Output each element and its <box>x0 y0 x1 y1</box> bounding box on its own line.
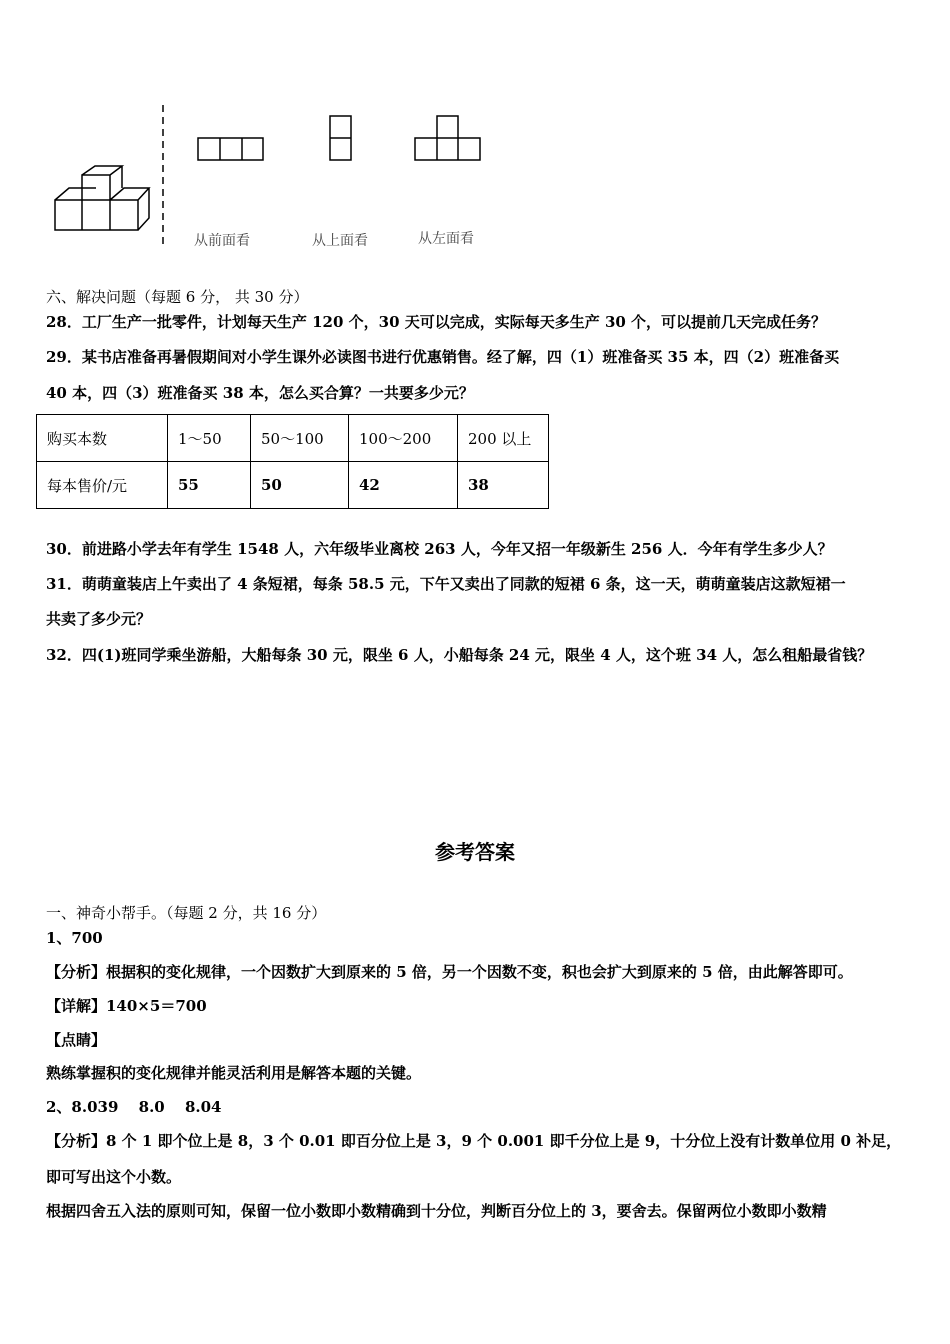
question-28: 28．工厂生产一批零件，计划每天生产 120 个，30 天可以完成，实际每天多生产 30 个，可以提前几天完成任务？ <box>46 313 827 331</box>
caption-top: 从上面看 <box>312 233 368 249</box>
left-view <box>415 116 480 160</box>
table-cell: 1～50 <box>168 415 251 462</box>
caption-left: 从左面看 <box>418 231 474 247</box>
answer-2-analysis: 【分析】8 个 1 即个位上是 8，3 个 0.01 即百分位上是 3，9 个 0.001 即千分位上是 9，十分位上没有计数单位用 0 补足， <box>46 1132 902 1150</box>
answer-1-detail: 【详解】140×5＝700 <box>46 997 207 1015</box>
answer-1-analysis: 【分析】根据积的变化规律，一个因数扩大到原来的 5 倍，另一个因数不变，积也会扩大到原来的 5 倍，由此解答即可。 <box>46 963 853 981</box>
front-view <box>198 138 263 160</box>
table-cell: 50 <box>251 462 349 509</box>
question-29-cont: 40 本，四（3）班准备买 38 本，怎么买合算？一共要多少元？ <box>46 384 474 402</box>
table-cell: 每本售价/元 <box>37 462 168 509</box>
price-table <box>36 414 549 509</box>
answer-section-heading: 一、神奇小帮手。（每题 2 分，共 16 分） <box>46 904 327 922</box>
table-cell: 购买本数 <box>37 415 168 462</box>
table-row <box>37 462 549 509</box>
answer-2: 2、8.039 8.0 8.04 <box>46 1098 222 1116</box>
cube-solid-drawing <box>55 166 149 230</box>
answer-1: 1、700 <box>46 929 103 947</box>
table-cell: 55 <box>168 462 251 509</box>
top-view <box>330 116 351 160</box>
answer-1-note: 【点睛】 <box>46 1031 107 1049</box>
caption-front: 从前面看 <box>194 233 250 249</box>
question-30: 30．前进路小学去年有学生 1548 人，六年级毕业离校 263 人，今年又招一年级新生 256 人．今年有学生多少人？ <box>46 540 833 558</box>
question-31-cont: 共卖了多少元？ <box>46 610 152 628</box>
table-cell: 200 以上 <box>458 415 549 462</box>
question-31: 31．萌萌童装店上午卖出了 4 条短裙，每条 58.5 元，下午又卖出了同款的短裙 6 条，这一天，萌萌童装店这款短裙一 <box>46 575 846 593</box>
answer-2-analysis-rounding: 根据四舍五入法的原则可知，保留一位小数即小数精确到十分位，判断百分位上的 3，要舍去。保留两位小数即小数精 <box>46 1202 827 1220</box>
answer-2-analysis-cont: 即可写出这个小数。 <box>46 1168 182 1186</box>
question-32: 32．四(1)班同学乘坐游船，大船每条 30 元，限坐 6 人，小船每条 24 元，限坐 4 人，这个班 34 人，怎么租船最省钱？ <box>46 646 873 664</box>
section-heading: 六、解决问题（每题 6 分， 共 30 分） <box>46 288 309 306</box>
table-cell: 100～200 <box>349 415 458 462</box>
table-cell: 38 <box>458 462 549 509</box>
table-cell: 42 <box>349 462 458 509</box>
answer-title: 参考答案 <box>435 840 515 864</box>
table-row <box>37 415 549 462</box>
question-29: 29．某书店准备再暑假期间对小学生课外必读图书进行优惠销售。经了解，四（1）班准备买 35 本，四（2）班准备买 <box>46 348 840 366</box>
answer-1-note-text: 熟练掌握积的变化规律并能灵活利用是解答本题的关键。 <box>46 1064 422 1082</box>
table-cell: 50～100 <box>251 415 349 462</box>
